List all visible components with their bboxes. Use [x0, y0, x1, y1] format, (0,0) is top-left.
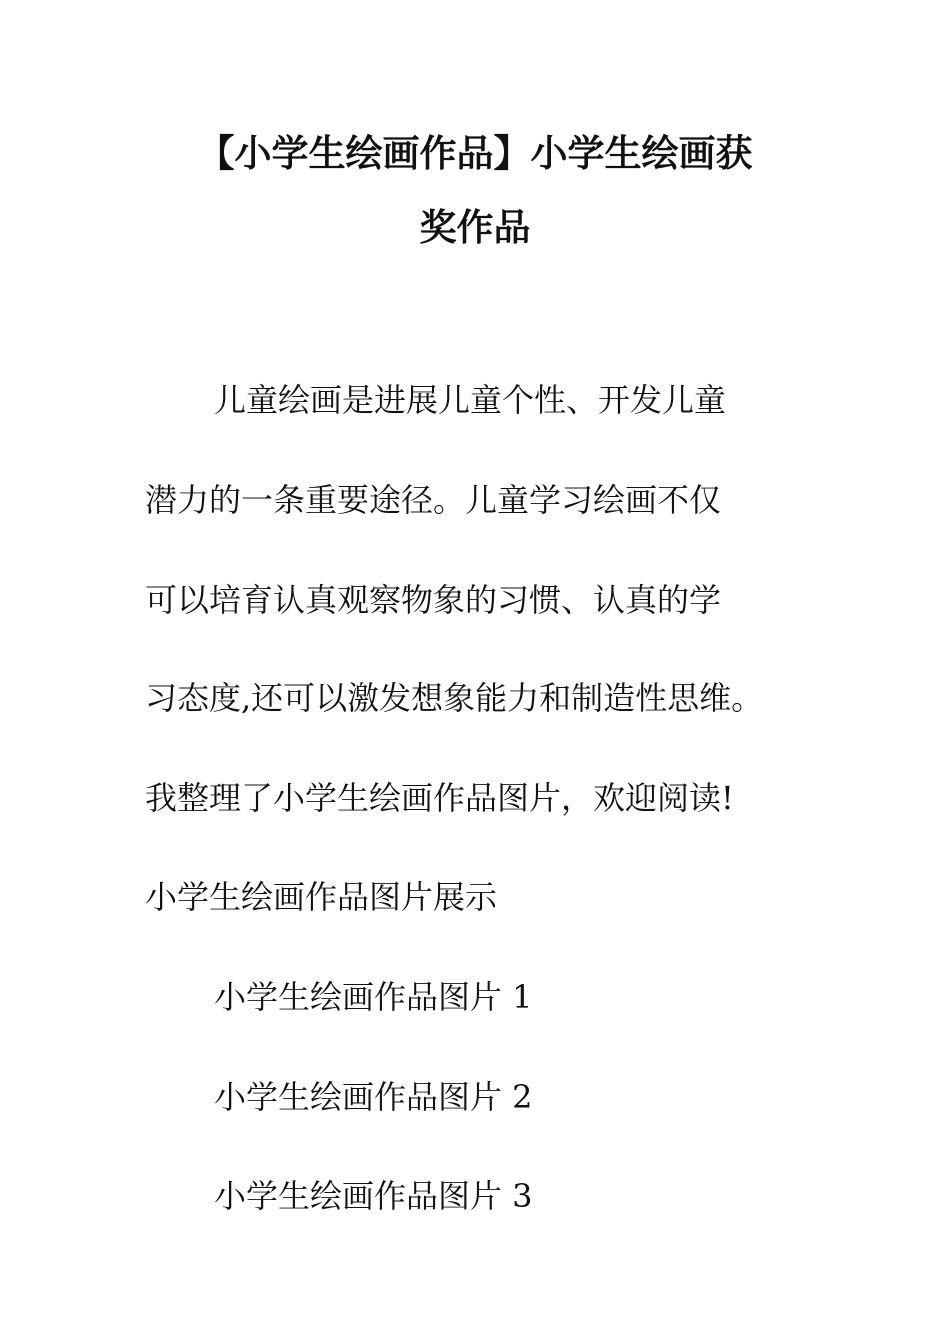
document-title-line-1: 【小学生绘画作品】小学生绘画获	[197, 132, 753, 175]
paragraph-line: 可以培育认真观察物象的习惯、认真的学	[145, 581, 722, 619]
section-heading: 小学生绘画作品图片展示	[145, 878, 498, 916]
paragraph-line: 习态度,还可以激发想象能力和制造性思维。	[145, 679, 764, 717]
paragraph-line: 潜力的一条重要途径。儿童学习绘画不仅	[145, 481, 722, 519]
picture-caption: 小学生绘画作品图片 3	[214, 1177, 533, 1215]
picture-caption: 小学生绘画作品图片 2	[214, 1078, 533, 1116]
document-title-line-2: 奖作品	[419, 206, 531, 249]
paragraph-line: 我整理了小学生绘画作品图片，欢迎阅读!	[145, 779, 734, 817]
paragraph-line: 儿童绘画是进展儿童个性、开发儿童	[214, 381, 727, 419]
picture-caption: 小学生绘画作品图片 1	[214, 978, 533, 1016]
